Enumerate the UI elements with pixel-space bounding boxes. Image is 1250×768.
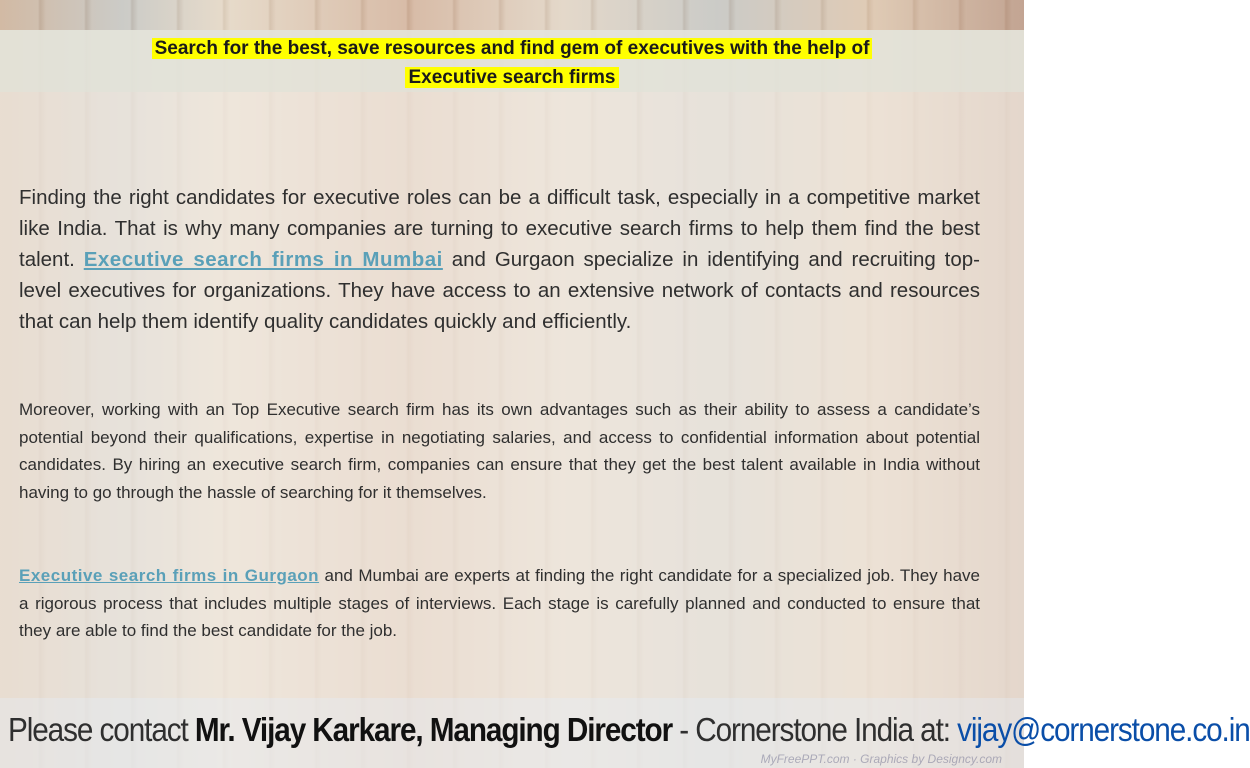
- title-line-1: Search for the best, save resources and find gem of executives with the help of: [152, 38, 873, 59]
- contact-email-link[interactable]: vijay@cornerstone.co.in: [957, 711, 1250, 748]
- paragraph-1-text-a: Finding the right candidates for executive roles can be a difficult task, especially in a competitive market like India. That is why many companies are turning to executive search firms to help them find the best talent.: [19, 186, 980, 271]
- page-title: [0, 34, 1024, 92]
- title-line-2: Executive search firms: [405, 67, 618, 88]
- contact-company: - Cornerstone India at:: [672, 711, 958, 748]
- paragraph-3-text: and Mumbai are experts at finding the right candidate for a specialized job. They have a rigorous process that includes multiple stages of interviews. Each stage is carefully planned and conducted to ensure that they are able to find the best candidate for the job.: [19, 566, 980, 640]
- contact-line: [8, 708, 1250, 752]
- watermark: MyFreePPT.com · Graphics by Designcy.com: [760, 752, 1002, 766]
- link-executive-search-mumbai[interactable]: Executive search firms in Mumbai: [83, 248, 443, 271]
- paragraph-1: [19, 182, 980, 337]
- link-executive-search-gurgaon[interactable]: Executive search firms in Gurgaon: [19, 566, 320, 585]
- paragraph-1-text-b: and Gurgaon specialize in identifying and recruiting top-level executives for organizations. They have access to an extensive network of contacts and resources that can help them identify quality candidates quickly and efficiently.: [19, 248, 981, 333]
- contact-name: Mr. Vijay Karkare, Managing Director: [194, 711, 673, 748]
- contact-prefix: Please contact: [8, 711, 195, 748]
- paragraph-2: Moreover, working with an Top Executive search firm has its own advantages such as their ability to assess a candidate’s potential beyond their qualifications, expertise in negotiating salaries, and access to confidential information about potential candidates. By hiring an executive search firm, companies can ensure that they get the best talent available in India without having to go through the hassle of searching for it themselves.: [19, 400, 980, 502]
- paragraph-3: [19, 562, 980, 645]
